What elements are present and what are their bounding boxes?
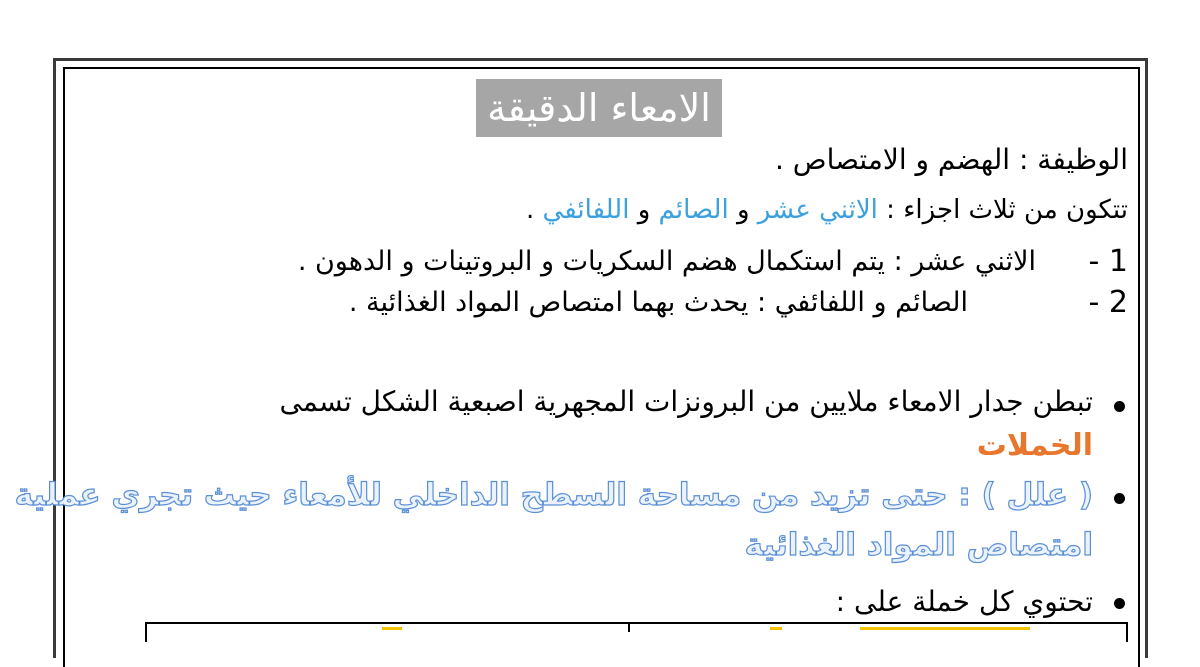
bullet-dot <box>1114 598 1125 609</box>
page-title: الامعاء الدقيقة <box>476 79 722 137</box>
parts-sep-1: و <box>728 195 758 225</box>
item-number: 2 - <box>1088 285 1128 320</box>
parts-suffix: . <box>526 195 543 225</box>
bullet-item-1 <box>145 382 1125 482</box>
parts-prefix: تتكون من ثلاث اجزاء : <box>877 195 1128 225</box>
item-text: الصائم و اللفائفي : يحدث بهما امتصاص المواد الغذائية . <box>348 287 968 318</box>
item-text: الاثني عشر : يتم استكمال هضم السكريات و البروتينات و الدهون . <box>297 246 1036 277</box>
function-line: الوظيفة : الهضم و الامتصاص . <box>774 143 1128 176</box>
table-top-edge <box>145 622 1128 642</box>
bullet-text: تبطن جدار الامعاء ملايين من البرونزات المجهرية اصبعية الشكل تسمى <box>279 385 1093 418</box>
table-column-divider <box>628 622 630 632</box>
numbered-item-1 <box>128 244 1128 284</box>
bullet-dot <box>1114 493 1125 504</box>
part-ileum: اللفائفي <box>542 195 630 225</box>
bullet-dot <box>1114 401 1125 412</box>
bullet-text: ( علل ) : حتى تزيد من مساحة السطح الداخلي للأمعاء حيث تجري عملية <box>14 477 1093 513</box>
item-number: 1 - <box>1088 244 1128 279</box>
numbered-item-2 <box>128 285 1128 325</box>
bullet-keyword: الخملات <box>976 428 1093 463</box>
part-duodenum: الاثني عشر <box>757 195 878 225</box>
bullet-item-3 <box>145 584 1125 624</box>
part-jejunum: الصائم <box>658 195 729 225</box>
bullet-item-2 <box>14 474 1125 574</box>
parts-sep-2: و <box>629 195 659 225</box>
bullet-text: تحتوي كل خملة على : <box>835 585 1093 618</box>
bullet-text-continued: امتصاص المواد الغذائية <box>744 527 1093 563</box>
parts-line <box>526 193 1128 227</box>
